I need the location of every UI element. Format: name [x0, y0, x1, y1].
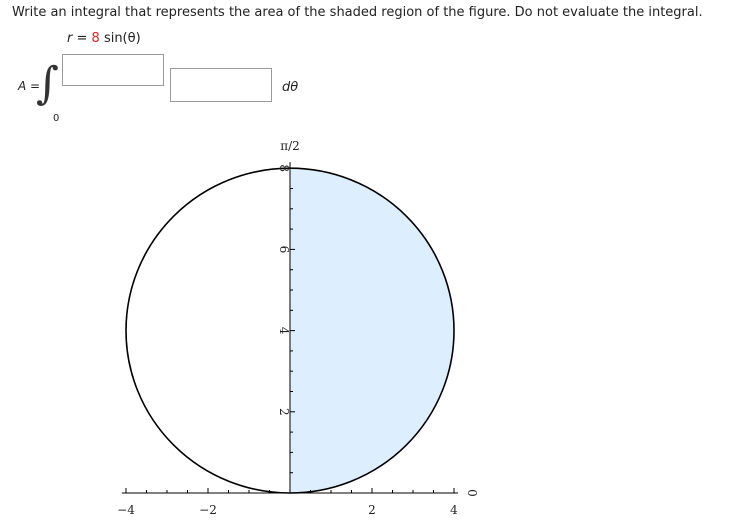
- equation-r: r =: [67, 31, 88, 46]
- integral-symbol: ∫: [36, 58, 59, 109]
- y-tick-label: 8: [277, 164, 291, 173]
- angle-label-pi-over-2: π/2: [280, 139, 300, 153]
- angle-label-zero: 0: [465, 489, 479, 497]
- y-tick-label: 6: [277, 245, 291, 254]
- equation-coefficient: 8: [91, 31, 100, 46]
- equation-function: sin(θ): [103, 31, 141, 46]
- shaded-region: [290, 168, 454, 493]
- y-tick-label: 4: [277, 326, 291, 335]
- x-tick-label: 4: [450, 503, 458, 517]
- x-tick-label: −4: [117, 503, 135, 517]
- x-tick-label: −2: [199, 503, 217, 517]
- question-prompt: Write an integral that represents the area of the shaded region of the figure. Do not evaluate the integral.: [12, 5, 703, 20]
- y-tick-label: 2: [277, 407, 291, 416]
- x-tick-label: 2: [368, 503, 376, 517]
- lower-limit: 0: [53, 113, 60, 124]
- differential-label: dθ: [282, 80, 299, 95]
- area-label: A =: [18, 79, 41, 93]
